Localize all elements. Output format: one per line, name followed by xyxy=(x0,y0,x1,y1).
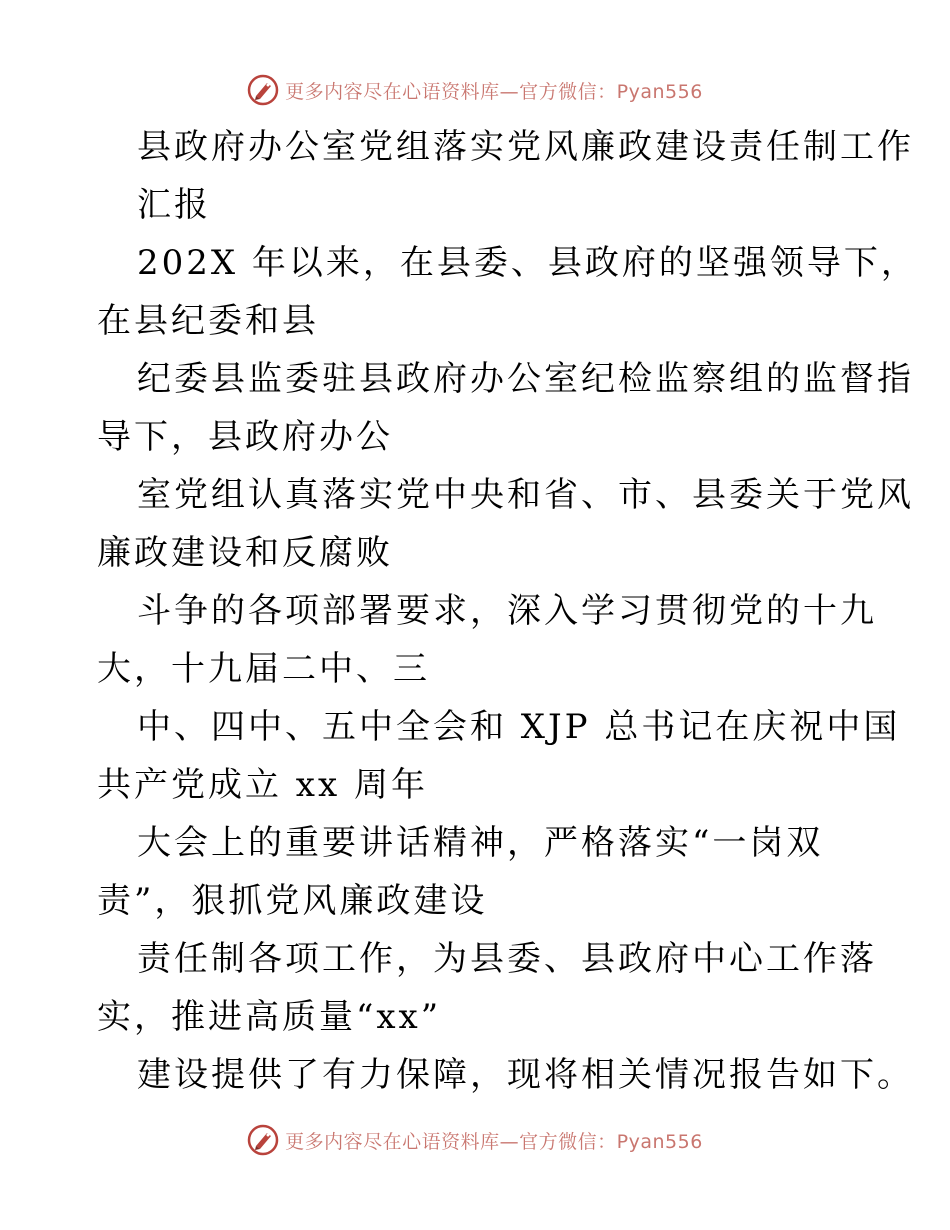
pen-logo-icon xyxy=(247,74,279,106)
pen-logo-icon xyxy=(247,1124,279,1156)
document-line: 导下，县政府办公 xyxy=(97,417,393,457)
document-line: 责任制各项工作，为县委、县政府中心工作落 xyxy=(137,939,877,979)
document-line: 大会上的重要讲话精神，严格落实“一岗双 xyxy=(137,823,824,863)
document-body xyxy=(97,118,918,1104)
document-line: 汇报 xyxy=(137,185,211,225)
document-line: 责”，狠抓党风廉政建设 xyxy=(97,881,488,921)
document-line: 建设提供了有力保障，现将相关情况报告如下。 xyxy=(137,1055,914,1095)
footer-banner xyxy=(0,1120,950,1160)
header-banner-text: 更多内容尽在心语资料库—官方微信：Pyan556 xyxy=(285,80,703,103)
document-line: 县政府办公室党组落实党风廉政建设责任制工作 xyxy=(137,127,914,167)
document-line: 室党组认真落实党中央和省、市、县委关于党风 xyxy=(137,475,914,515)
footer-banner-text: 更多内容尽在心语资料库—官方微信：Pyan556 xyxy=(285,1130,703,1153)
document-line: 在县纪委和县 xyxy=(97,301,319,341)
document-line: 廉政建设和反腐败 xyxy=(97,533,393,573)
document-line: 纪委县监委驻县政府办公室纪检监察组的监督指 xyxy=(137,359,914,399)
header-banner xyxy=(0,70,950,110)
document-line: 大，十九届二中、三 xyxy=(97,649,430,689)
document-line: 共产党成立 xx 周年 xyxy=(97,765,428,805)
document-line: 202X 年以来，在县委、县政府的坚强领导下， xyxy=(137,243,918,283)
document-line: 中、四中、五中全会和 XJP 总书记在庆祝中国 xyxy=(137,707,901,747)
document-line: 斗争的各项部署要求，深入学习贯彻党的十九 xyxy=(137,591,877,631)
document-line: 实，推进高质量“xx” xyxy=(97,997,442,1037)
